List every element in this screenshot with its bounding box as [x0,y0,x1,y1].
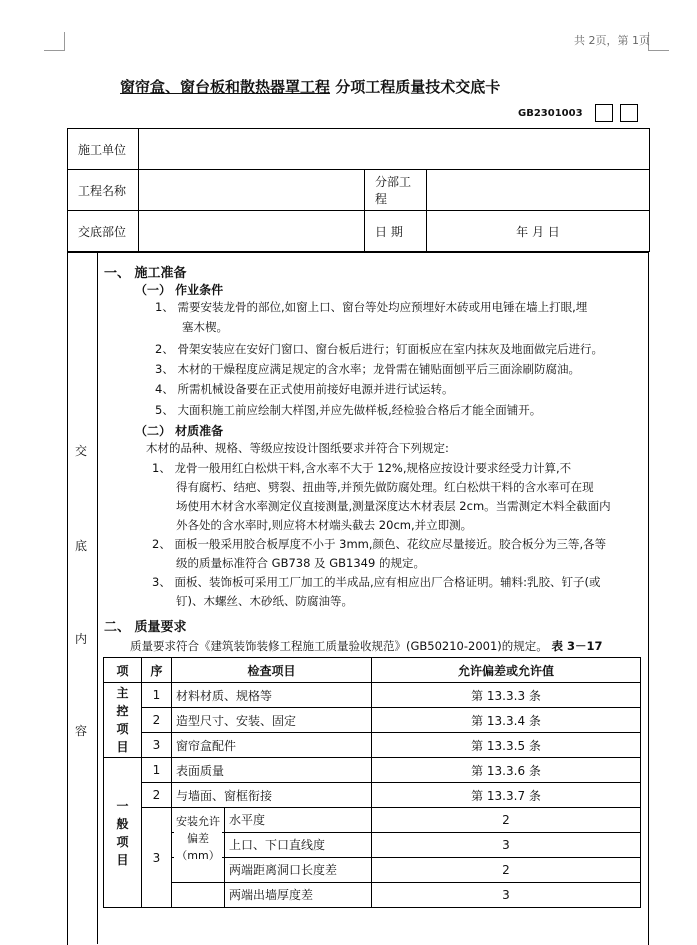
text-line: 1、 龙骨一般用红白松烘干料,含水率不大于 12%,规格应按设计要求经受力计算,不 [152,461,572,475]
quality-table [103,657,641,908]
text-line: 2、 面板一般采用胶合板厚度不小于 3mm,颜色、花纹应尽量接近。胶合板分为三等,各等 [152,537,607,551]
sub-group-text: 安装允许偏差（mm） [176,815,220,862]
crop-mark [44,32,65,51]
text-line: 5、 大面积施工前应绘制大样图,并应先做样板,经检验合格后才能全面铺开。 [155,403,542,417]
table-row: 两端出墙厚度差 3 [104,883,641,908]
text-line: 得有腐朽、结疤、劈裂、扭曲等,并预先做防腐处理。红白松烘干料的含水率可在现 [176,480,594,494]
subsection-heading: （一） 作业条件 [135,283,224,297]
title-project-name: 窗帘盒、窗台板和散热器罩工程 [120,78,331,96]
side-label [67,252,98,944]
table-number: 表 3－17 [551,639,603,653]
project-label: 工程名称 [68,170,139,211]
table-header: 项 [104,658,142,683]
table-row: 2 与墙面、窗框衔接 第 13.3.7 条 [104,783,641,808]
text-line: 木材的品种、规格、等级应按设计图纸要求并符合下列规定: [146,441,449,455]
position-label: 交底部位 [68,211,139,252]
text-line: 塞木楔。 [182,320,228,334]
text-line: 3、 木材的干燥程度应满足规定的含水率；龙骨需在铺贴面刨平后三面涂刷防腐油。 [155,362,580,376]
crop-mark [648,32,669,51]
table-row: 3 水平度 2 [104,808,641,833]
header-table [67,128,650,252]
table-row: 主控项目 1 材料材质、规格等 第 13.3.3 条 [104,683,641,708]
group-main-label: 主控项目 [104,683,142,758]
text-line [130,637,602,656]
table-row: 3 窗帘盒配件 第 13.3.5 条 [104,733,641,758]
table-row: 两端距离洞口长度差 2 [104,858,641,883]
section-heading: 一、 施工准备 [104,266,187,281]
quality-intro: 质量要求符合《建筑装饰装修工程施工质量验收规范》(GB50210-2001)的规定。 [130,639,548,653]
page-indicator: 共 2页，第 1页 [574,34,650,47]
table-header: 序 [142,658,172,683]
side-char: 交 [75,444,88,458]
group-general-label: 一般项目 [104,758,142,908]
title-card-name: 分项工程质量技术交底卡 [335,78,501,96]
subproject-value[interactable] [427,170,650,211]
table-row: 2 造型尺寸、安装、固定 第 13.3.4 条 [104,708,641,733]
text-line: 1、 需要安装龙骨的部位,如窗上口、窗台等处均应预埋好木砖或用电锤在墙上打眼,埋 [155,300,588,314]
side-char: 内 [75,632,88,646]
checkbox[interactable] [620,104,638,122]
subproject-label: 分部工程 [365,170,427,211]
text-line: 4、 所需机械设备要在正式使用前接好电源并进行试运转。 [155,382,454,396]
document-code: GB2301003 [518,108,583,119]
table-header: 检查项目 [172,658,372,683]
table-row: 一般项目 1 表面质量 第 13.3.6 条 [104,758,641,783]
section-heading: 二、 质量要求 [104,620,187,635]
text-line: 场使用木材含水率测定仪直接测量,测量深度达木材表层 2cm。当需测定木料全截面内 [176,499,611,513]
subsection-heading: （二） 材质准备 [135,424,224,438]
side-char: 容 [75,724,88,738]
text-line: 2、 骨架安装应在安好门窗口、窗台板后进行；钉面板应在室内抹灰及地面做完后进行。 [155,342,603,356]
position-value[interactable] [139,211,365,252]
page-title [120,76,640,97]
text-line: 3、 面板、装饰板可采用工厂加工的半成品,应有相应出厂合格证明。辅料:乳胶、钉子(或 [152,575,601,589]
text-line: 级的质量标准符合 GB738 及 GB1349 的规定。 [176,556,425,570]
side-char: 底 [75,539,88,553]
table-row: 安装允许偏差（mm） 上口、下口直线度 3 [104,833,641,858]
project-value[interactable] [139,170,365,211]
checkbox[interactable] [595,104,613,122]
table-header: 允许偏差或允许值 [372,658,641,683]
date-label: 日 期 [365,211,427,252]
unit-label: 施工单位 [68,129,139,170]
text-line: 外各处的含水率时,则应将木材端头截去 20cm,并立即测。 [176,518,473,532]
unit-value[interactable] [139,129,650,170]
date-value[interactable]: 年 月 日 [427,211,650,252]
text-line: 钉)、木螺丝、木砂纸、防腐油等。 [176,594,353,608]
